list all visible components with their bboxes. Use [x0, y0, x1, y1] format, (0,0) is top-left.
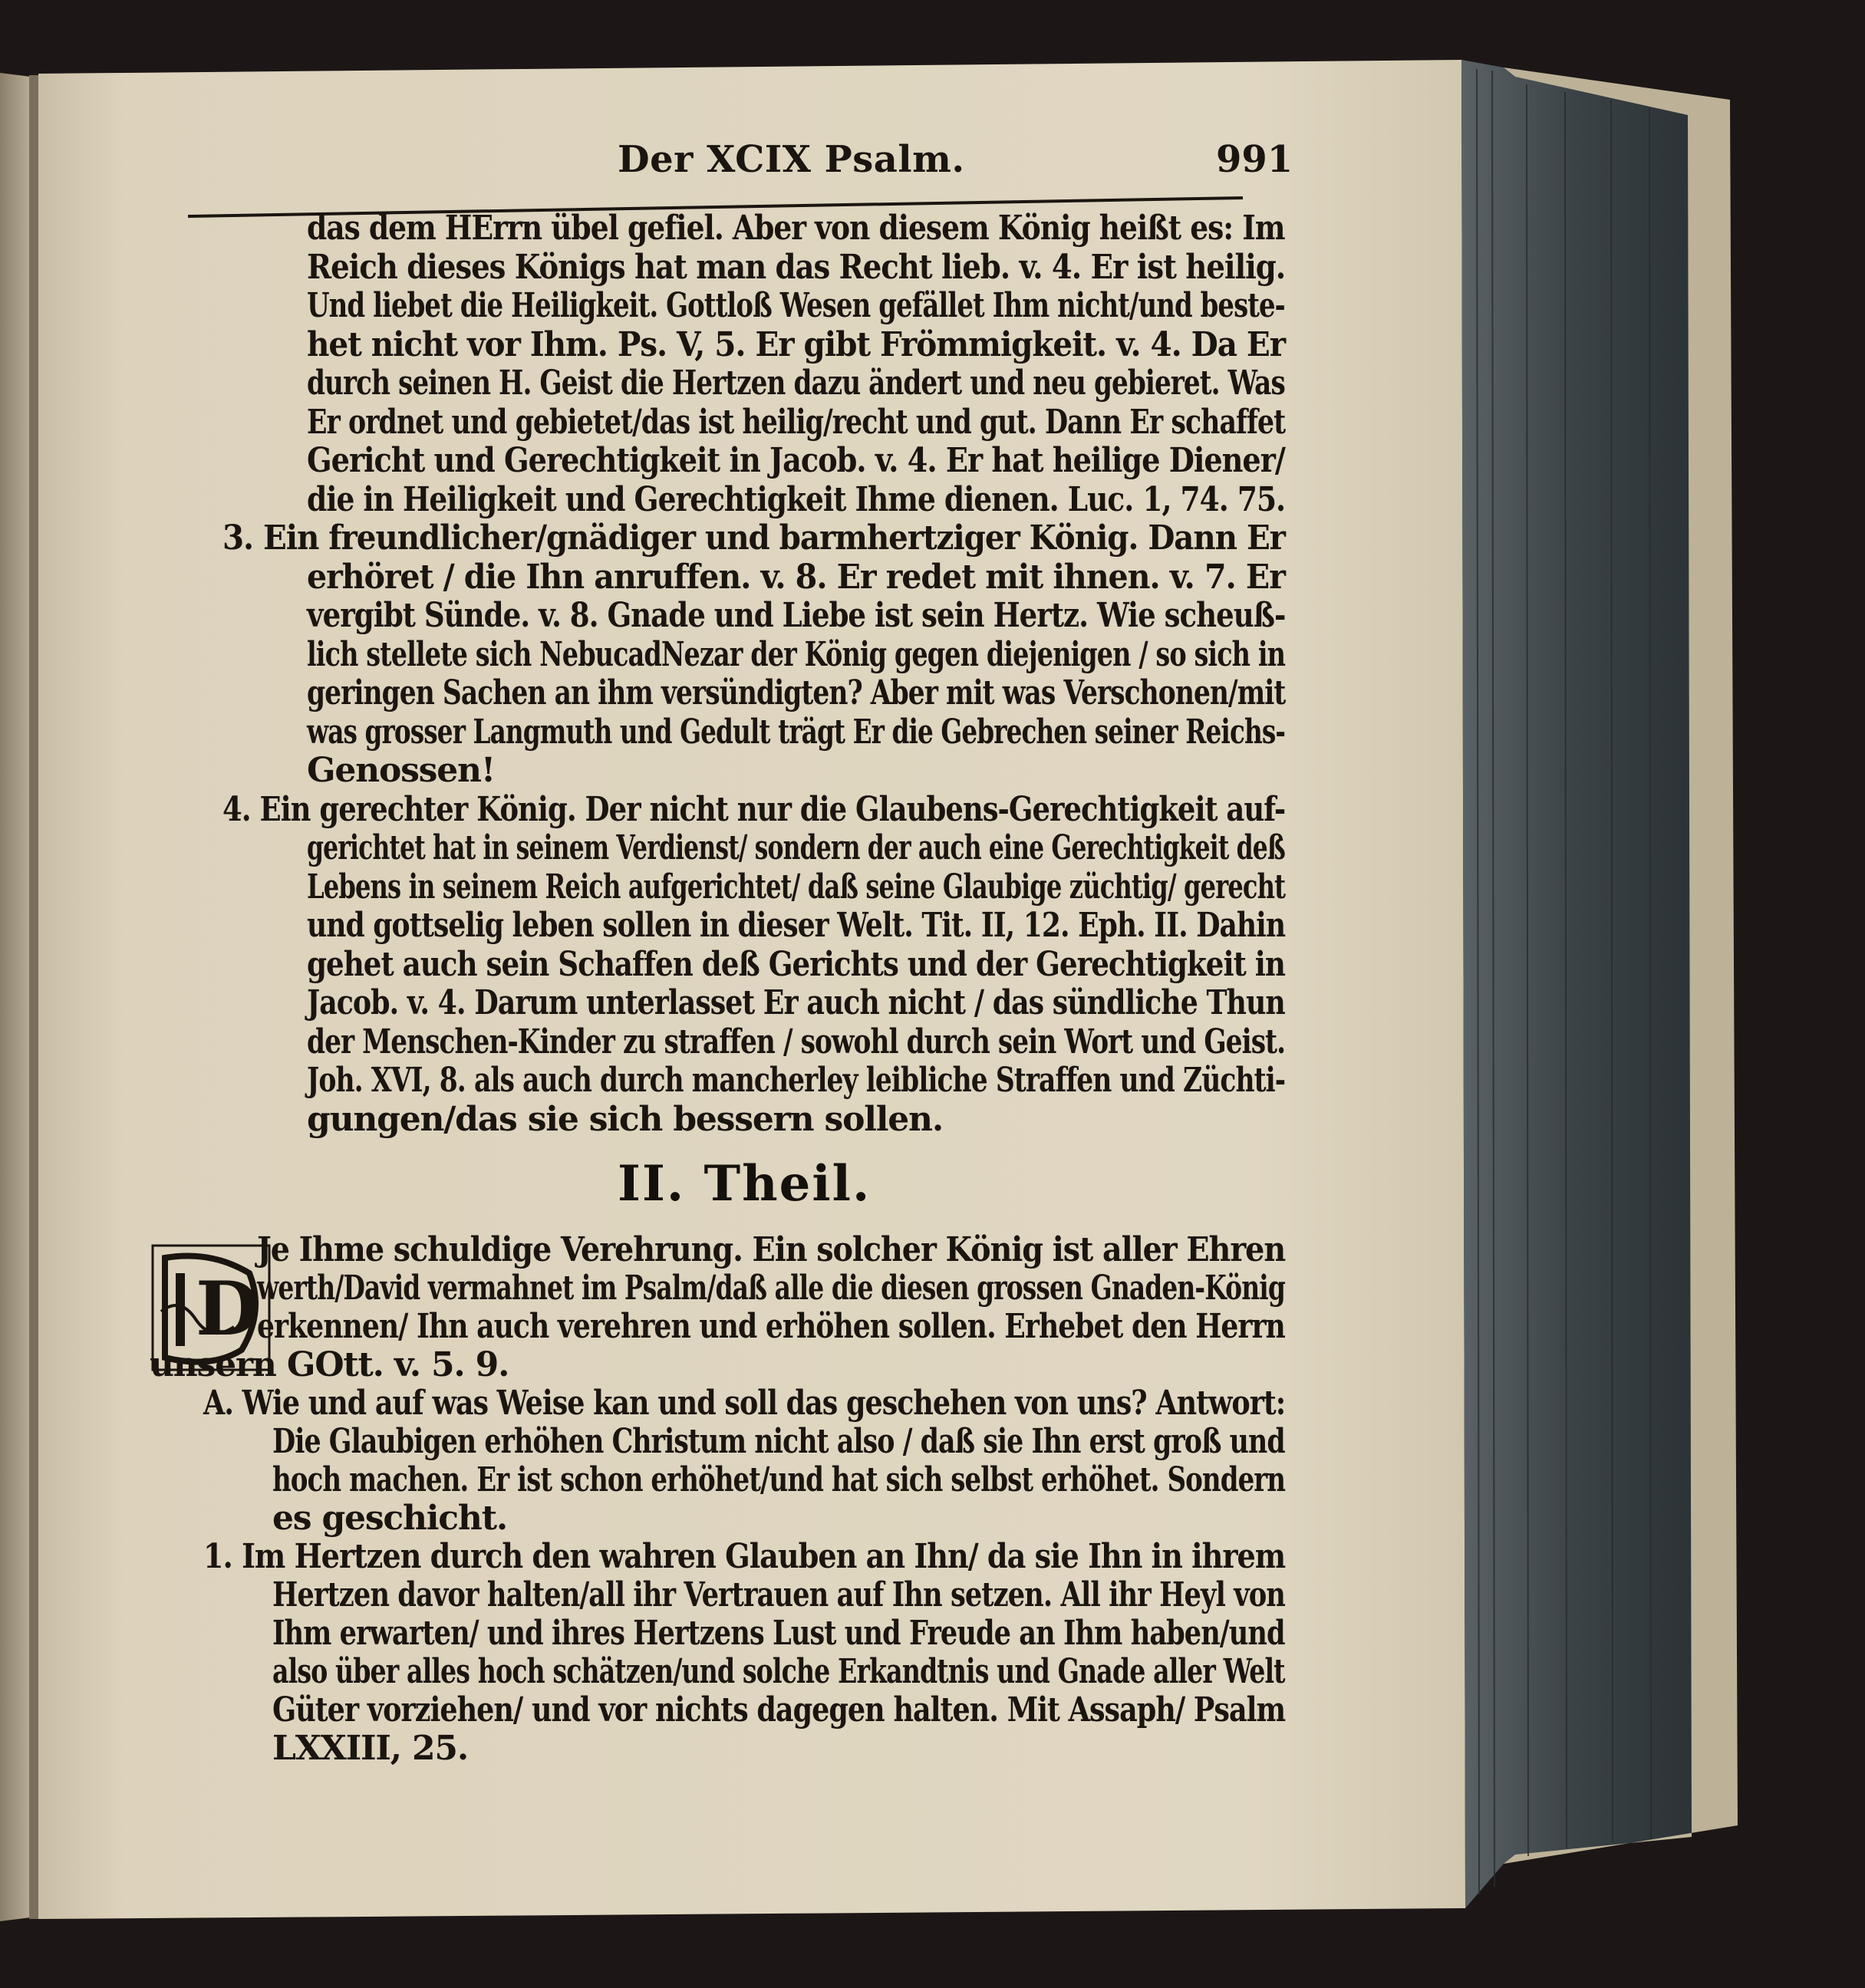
text-line: Joh. XVI, 8. als auch durch mancherley leibliche Straffen und Züchti-: [307, 1061, 1286, 1100]
text-line: gungen/das sie sich bessern sollen.: [307, 1099, 943, 1139]
text-line: der Menschen-Kinder zu straffen / sowohl durch sein Wort und Geist.: [307, 1022, 1286, 1061]
text-line: LXXIII, 25.: [272, 1729, 468, 1768]
text-line: Jacob. v. 4. Darum unterlasset Er auch nicht / das sündliche Thun: [307, 983, 1285, 1022]
text-line: Gericht und Gerechtigkeit in Jacob. v. 4. Er hat heilige Diener/: [307, 441, 1285, 480]
page-number: 991: [1216, 138, 1293, 181]
text-line: Reich dieses Königs hat man das Recht lieb. v. 4. Er ist heilig.: [307, 247, 1286, 287]
text-line: gehet auch sein Schaffen deß Gerichts und der Gerechtigkeit in: [307, 944, 1285, 984]
text-line: und gottselig leben sollen in dieser Welt. Tit. II, 12. Eph. II. Dahin: [307, 906, 1286, 945]
text-line: also über alles hoch schätzen/und solche Erkandtnis und Gnade aller Welt: [272, 1652, 1285, 1691]
text-line: es geschicht.: [272, 1499, 507, 1538]
text-line: Die Glaubigen erhöhen Christum nicht also / daß sie Ihn erst groß und: [272, 1422, 1285, 1461]
text-line: vergibt Sünde. v. 8. Gnade und Liebe ist sein Hertz. Wie scheuß-: [307, 596, 1286, 635]
section-heading: II. Theil.: [618, 1155, 872, 1213]
text-line: was grosser Langmuth und Gedult trägt Er die Gebrechen seiner Reichs-: [307, 712, 1286, 752]
text-line: Und liebet die Heiligkeit. Gottloß Wesen gefället Ihm nicht/und beste-: [307, 286, 1285, 325]
page-block-edge: [1461, 60, 1692, 1908]
text-line: erkennen/ Ihn auch verehren und erhöhen sollen. Erhebet den Herrn: [257, 1307, 1285, 1346]
text-line: die in Heiligkeit und Gerechtigkeit Ihme dienen. Luc. 1, 74. 75.: [307, 479, 1286, 519]
text-line: geringen Sachen an ihm versündigten? Aber mit was Verschonen/mit: [307, 673, 1286, 713]
drop-cap-letter: D: [196, 1266, 260, 1352]
text-line: 1. Im Hertzen durch den wahren Glauben an Ihn/ da sie Ihn in ihrem: [203, 1537, 1286, 1576]
left-page-sliver: [0, 73, 31, 1921]
running-head: Der XCIX Psalm.: [618, 138, 965, 181]
text-line: werth/David vermahnet im Psalm/daß alle die diesen grossen Gnaden-König: [257, 1269, 1285, 1308]
text-line: het nicht vor Ihm. Ps. V, 5. Er gibt Frömmigkeit. v. 4. Da Er: [307, 324, 1285, 364]
page-text-area: [35, 61, 1477, 1902]
text-line: das dem HErrn übel gefiel. Aber von diesem König heißt es: Im: [307, 209, 1285, 248]
text-line: Er ordnet und gebietet/das ist heilig/recht und gut. Dann Er schaffet: [307, 402, 1286, 442]
text-line: 4. Ein gerechter König. Der nicht nur die Glaubens-Gerechtigkeit auf-: [222, 789, 1286, 829]
text-line: Güter vorziehen/ und vor nichts dagegen halten. Mit Assaph/ Psalm: [272, 1690, 1286, 1730]
text-line: Je Ihme schuldige Verehrung. Ein solcher König ist aller Ehren: [257, 1230, 1286, 1269]
text-line: Genossen!: [307, 751, 495, 790]
text-line: durch seinen H. Geist die Hertzen dazu ändert und neu gebieret. Was: [307, 364, 1285, 403]
text-line: erhöret / die Ihn anruffen. v. 8. Er redet mit ihnen. v. 7. Er: [307, 557, 1285, 597]
text-line: Ihm erwarten/ und ihres Hertzens Lust und Freude an Ihm haben/und: [272, 1614, 1285, 1653]
text-line: 3. Ein freundlicher/gnädiger und barmhertziger König. Dann Er: [222, 518, 1285, 558]
text-line: unsern GOtt. v. 5. 9.: [150, 1345, 509, 1384]
text-line: Hertzen davor halten/all ihr Vertrauen auf Ihn setzen. All ihr Heyl von: [272, 1575, 1285, 1614]
text-line: gerichtet hat in seinem Verdienst/ sondern der auch eine Gerechtigkeit deß: [307, 828, 1285, 867]
text-line: Lebens in seinem Reich aufgerichtet/ daß seine Glaubige züchtig/ gerecht: [307, 867, 1286, 907]
text-line: lich stellete sich NebucadNezar der König gegen diejenigen / so sich in: [307, 634, 1286, 674]
text-line: hoch machen. Er ist schon erhöhet/und hat sich selbst erhöhet. Sondern: [272, 1460, 1286, 1499]
text-line: A. Wie und auf was Weise kan und soll das geschehen von uns? Antwort:: [203, 1384, 1286, 1423]
